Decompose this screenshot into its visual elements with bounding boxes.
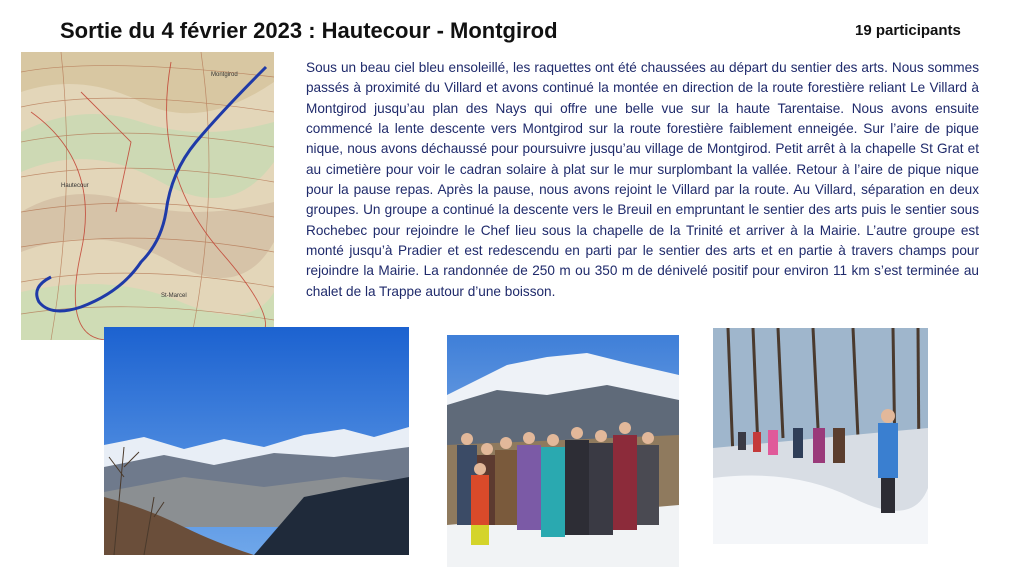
- group-photo: [447, 335, 679, 567]
- outing-description: Sous un beau ciel bleu ensoleillé, les raquettes ont été chaussées au départ du sentier des arts. Nous sommes passés à proximité du Villard et avons continué la montée en direction de la route forestière reliant Le Villard à Montgirod jusqu’au plan des Nays qui offre une belle vue sur la haute Tarentaise. Nous avons ensuite commencé la lente descente vers Montgirod sur la route forestière faiblement enneigée. Sur l’aire de pique nique, nous avons déchaussé pour poursuivre jusqu’au village de Montgirod. Petit arrêt à la chapelle St Grat et au cimetière pour voir le cadran solaire à plat sur le mur surplombant la vallée. Retour à l’aire de pique nique pour la pause repas. Après la pause, nous avons rejoint le Villard par la route. Au Villard, séparation en deux groupes. Un groupe a continué la descente vers le Breuil en empruntant le sentier des arts puis le sentier sous Rochebec pour rejoindre le Chef lieu sous la chapelle de la Trinité et arriver à la Mairie. L’autre groupe est monté jusqu’à Pradier et est redescendu en parti par le sentier des arts et en partie à travers champs pour rejoindre la Mairie. La randonnée de 250 m ou 350 m de dénivelé positif pour environ 11 km s’est terminée au chalet de la Trappe autour d’une boisson.: [306, 60, 979, 299]
- route-map: [21, 52, 274, 340]
- page-title: Sortie du 4 février 2023 : Hautecour - Montgirod: [60, 18, 558, 43]
- snowshoe-trail-photo: [713, 328, 928, 544]
- map-label-st-marcel: St-Marcel: [161, 293, 187, 299]
- valley-panorama-photo: [104, 327, 409, 555]
- participant-count: 19 participants: [855, 22, 961, 39]
- map-label-montgirod: Montgirod: [211, 72, 238, 78]
- map-label-hautecour: Hautecour: [61, 183, 89, 189]
